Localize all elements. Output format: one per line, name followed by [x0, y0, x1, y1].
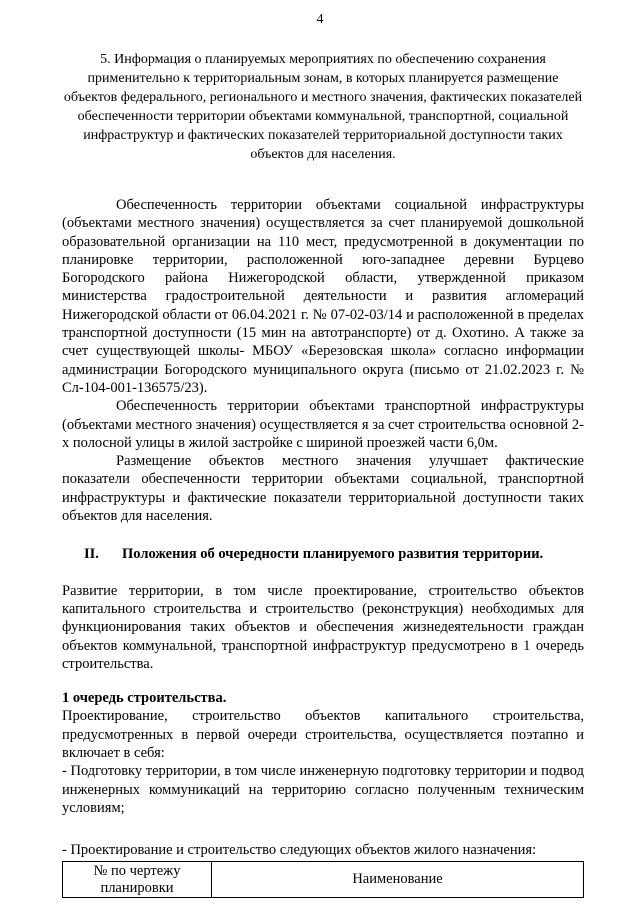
- paragraph-development: Развитие территории, в том числе проектирование, строительство объектов капитального строительства и строительство (реконструкция) необходимых для функционирования таких объектов и обеспечения жизнедеятельности граждан объектов коммунальной, транспортной инфраструктур предусмотрено в 1 очередь строительства.: [62, 582, 584, 672]
- objects-table: [62, 861, 584, 898]
- table-header-row: [63, 861, 584, 897]
- section-5-heading: 5. Информация о планируемых мероприятиях по обеспечению сохранения применительно к территориальным зонам, в которых планируется размещение объектов федерального, регионального и местного значения, фактических показателей обеспеченности территории объектами коммунальной, транспортной, социальной инфраструктур и фактических показателей территориальной доступности таких объектов для населения.: [63, 52, 583, 162]
- stage-1-intro: Проектирование, строительство объектов капитального строительства, предусмотренных в первой очереди строительства, осуществляется поэтапно и включает в себя:: [62, 708, 584, 762]
- paragraph-indicators: Размещение объектов местного значения улучшает фактические показатели обеспеченности территории объектами социальной, транспортной инфраструктуры и фактические показатели территориальной доступности таких объектов для населения.: [62, 453, 584, 525]
- document-body: [62, 196, 584, 898]
- section-2-number: II.: [84, 546, 99, 563]
- stage-1-item-territory-preparation: - Подготовку территории, в том числе инженерную подготовку территории и подвод инженерных коммуникаций на территорию согласно полученным техническим условиям;: [62, 763, 584, 816]
- stage-1-item-residential-objects: - Проектирование и строительство следующих объектов жилого назначения:: [62, 842, 537, 859]
- stage-1-heading: 1 очередь строительства.: [62, 690, 227, 707]
- page-number: 4: [316, 12, 324, 27]
- section-2-heading: [62, 545, 584, 563]
- paragraph-social-infrastructure: Обеспеченность территории объектами социальной инфраструктуры (объектами местного значения) осуществляется за счет планируемой дошкольной образовательной организации на 110 мест, предусмотренной в документации по планировке территории, расположенной юго-западнее деревни Бурцево Богородского района Нижегородской области, утвержденной приказом министерства градостроительной деятельности и развития агломераций Нижегородской области от 06.04.2021 г. № 07-02-03/14 и расположенной в пределах транспортной доступности (15 мин на автотранспорте) от д. Охотино. А также за счет существующей школы- МБОУ «Березовская школа» согласно информации администрации Богородского муниципального округа (письмо от 21.02.2023 г. № Сл-104-001-136575/23).: [62, 197, 584, 396]
- table-header-drawing-number: № по чертежу планировки: [63, 861, 212, 897]
- section-2-title: Положения об очередности планируемого развития территории.: [122, 546, 544, 563]
- paragraph-transport-infrastructure: Обеспеченность территории объектами транспортной инфраструктуры (объектами местного значения) осуществляется я за счет строительства основной 2-х полосной улицы в жилой застройке с шириной проезжей части 6,0м.: [62, 398, 584, 451]
- table-header-name: Наименование: [212, 861, 584, 897]
